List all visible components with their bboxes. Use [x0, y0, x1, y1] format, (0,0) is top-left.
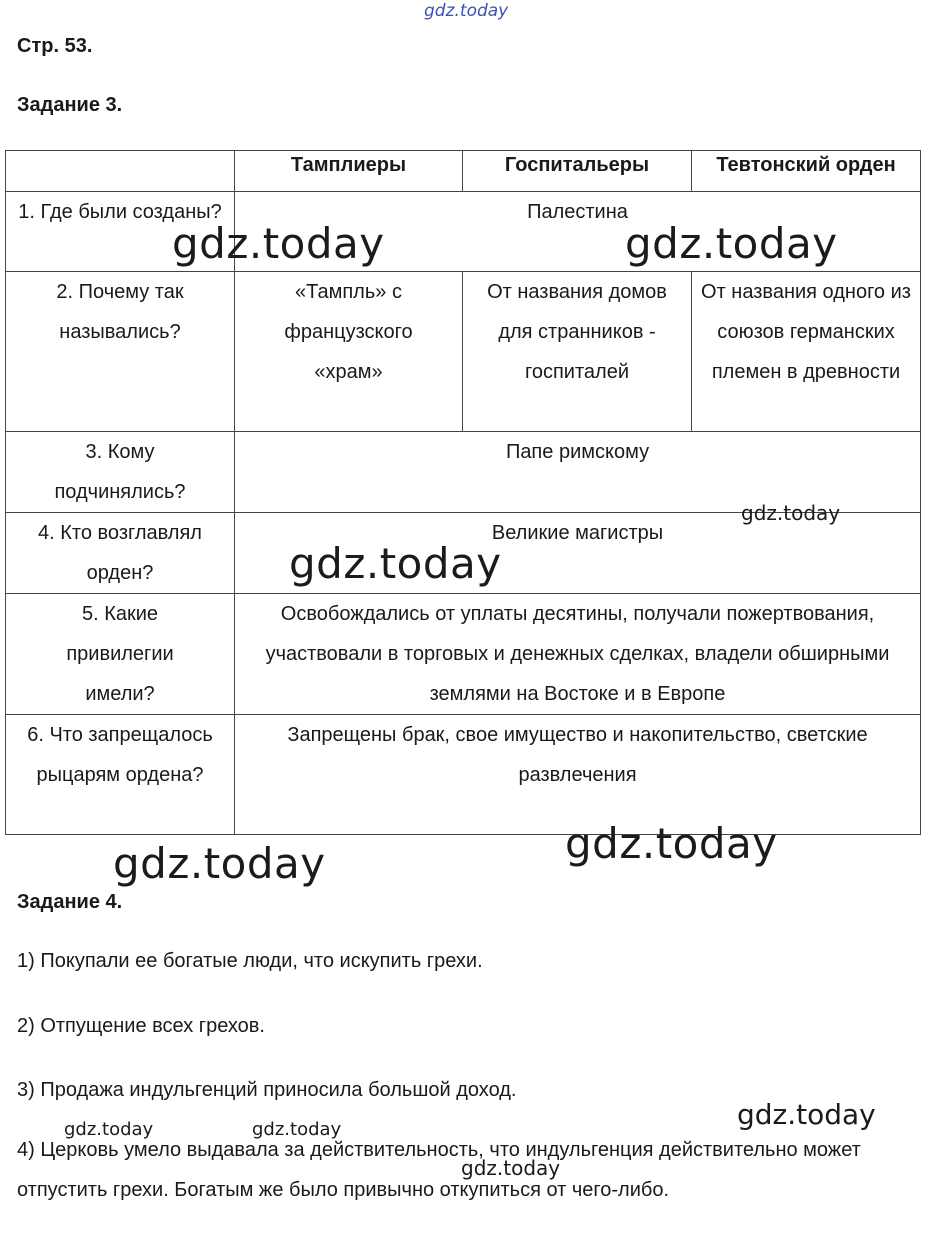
answer-cell: Великие магистры: [235, 513, 921, 594]
answer-cell: Освобождались от уплаты десятины, получали пожертвования, участвовали в торговых и денежных сделках, владели обширными землями на Востоке и в Европе: [235, 594, 921, 715]
watermark: gdz.today: [172, 219, 385, 268]
question-cell: 6. Что запрещалось рыцарям ордена?: [6, 715, 235, 835]
answer-cell: Палестина: [235, 192, 921, 272]
watermark: gdz.today: [289, 539, 502, 588]
page-reference: Стр. 53.: [17, 35, 93, 57]
question-cell: 3. Кому подчинялись?: [6, 432, 235, 513]
answer-cell-teutonic: От названия одного из союзов германских племен в древности: [692, 272, 921, 432]
watermark: gdz.today: [565, 819, 778, 868]
table-row: [6, 594, 921, 715]
header-teutonic-order: Тевтонский орден: [692, 151, 921, 192]
watermark: gdz.today: [741, 501, 841, 525]
header-empty: [6, 151, 235, 192]
task-4-answer-4: 4) Церковь умело выдавала за действительность, что индульгенция действительно может отпустить грехи. Богатым же было привычно откупиться от чего-либо.: [17, 1139, 861, 1201]
question-cell: 4. Кто возглавлял орден?: [6, 513, 235, 594]
question-cell: 5. Какие привилегии имели?: [6, 594, 235, 715]
header-templars: Тамплиеры: [235, 151, 463, 192]
watermark: gdz.today: [737, 1098, 876, 1131]
header-hospitallers: Госпитальеры: [463, 151, 692, 192]
answer-cell: Папе римскому: [235, 432, 921, 513]
question-cell: 1. Где были созданы?: [6, 192, 235, 272]
task-4-answer-1: 1) Покупали ее богатые люди, что искупить грехи.: [17, 950, 483, 972]
watermark: gdz.today: [461, 1156, 561, 1180]
watermark: gdz.today: [64, 1119, 154, 1140]
watermark: gdz.today: [252, 1119, 342, 1140]
answer-cell: Запрещены брак, свое имущество и накопительство, светские развлечения: [235, 715, 921, 835]
question-cell: 2. Почему так назывались?: [6, 272, 235, 432]
watermark: gdz.today: [625, 219, 838, 268]
table-row: [6, 715, 921, 835]
answer-cell-hospitallers: От названия домов для странников - госпиталей: [463, 272, 692, 432]
task-4-title: Задание 4.: [17, 891, 123, 913]
table-header-row: [6, 151, 921, 192]
watermark: gdz.today: [113, 839, 326, 888]
table-row: [6, 272, 921, 432]
answer-cell-templars: «Тампль» с французского «храм»: [235, 272, 463, 432]
task-4-answer-3: 3) Продажа индульгенций приносила большой доход.: [17, 1079, 517, 1101]
watermark-top[interactable]: gdz.today: [424, 1, 509, 21]
task-4-answer-2: 2) Отпущение всех грехов.: [17, 1015, 265, 1037]
task-3-title: Задание 3.: [17, 94, 123, 116]
